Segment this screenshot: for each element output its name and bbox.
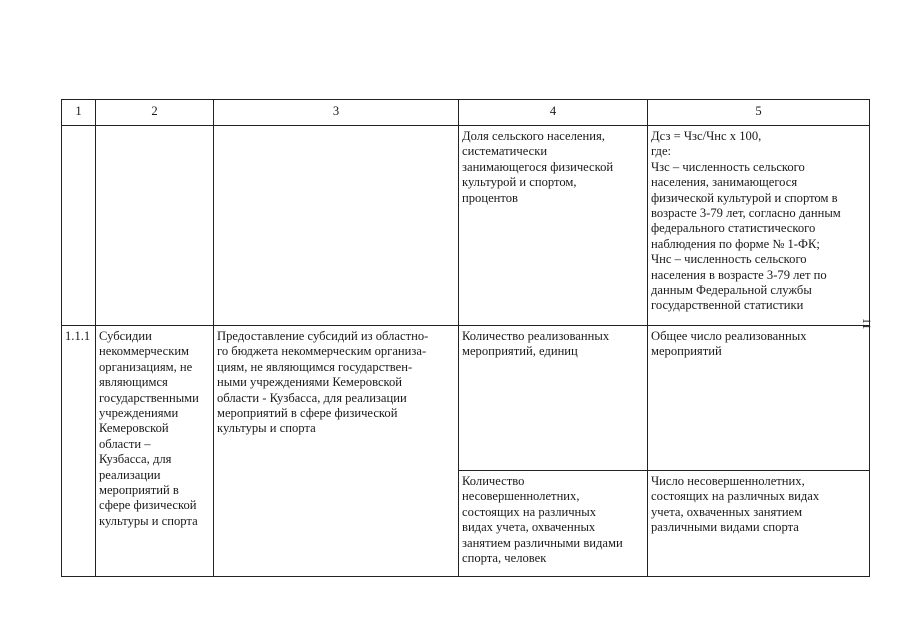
empty-cell (96, 126, 214, 326)
header-col-2: 2 (96, 100, 214, 126)
indicators-table (61, 99, 870, 577)
table-row (62, 326, 870, 471)
method-cell: Общее число реализованных мероприятий (648, 326, 870, 471)
indicator-cell: Количество несовершеннолетних, состоящих на различных видах учета, охваченных занятием различными видами спорта, человек (459, 471, 648, 577)
table-row (62, 126, 870, 326)
method-cell: Дсз = Чзс/Чнс х 100, где: Чзс – численность сельского населения, занимающегося физической культурой и спортом в возрасте 3-79 лет, согласно данным федерального статистического наблюдения по форме № 1-ФК; Чнс – численность сельского населения в возрасте 3-79 лет по данным Федеральной службы государственной статистики (648, 126, 870, 326)
empty-cell (62, 126, 96, 326)
method-cell: Число несовершеннолетних, состоящих на различных видах учета, охваченных занятием различными видами спорта (648, 471, 870, 577)
header-col-1: 1 (62, 100, 96, 126)
header-col-4: 4 (459, 100, 648, 126)
header-col-5: 5 (648, 100, 870, 126)
header-row (62, 100, 870, 126)
header-col-3: 3 (214, 100, 459, 126)
indicator-cell: Количество реализованных мероприятий, единиц (459, 326, 648, 471)
indicator-cell: Доля сельского населения, систематически занимающегося физической культурой и спортом, процентов (459, 126, 648, 326)
activity-description-cell: Предоставление субсидий из областно- го бюджета некоммерческим организа- циям, не являющимся государствен- ными учреждениями Кемеровской области - Кузбасса, для реализации мероприятий в сфере физической культуры и спорта (214, 326, 459, 577)
page-number: 11 (860, 318, 874, 330)
activity-name-cell: Субсидии некоммерческим организациям, не являющимся государственными учреждениями Кемеровской области – Кузбасса, для реализации мероприятий в сфере физической культуры и спорта (96, 326, 214, 577)
row-number-cell: 1.1.1 (62, 326, 96, 577)
empty-cell (214, 126, 459, 326)
